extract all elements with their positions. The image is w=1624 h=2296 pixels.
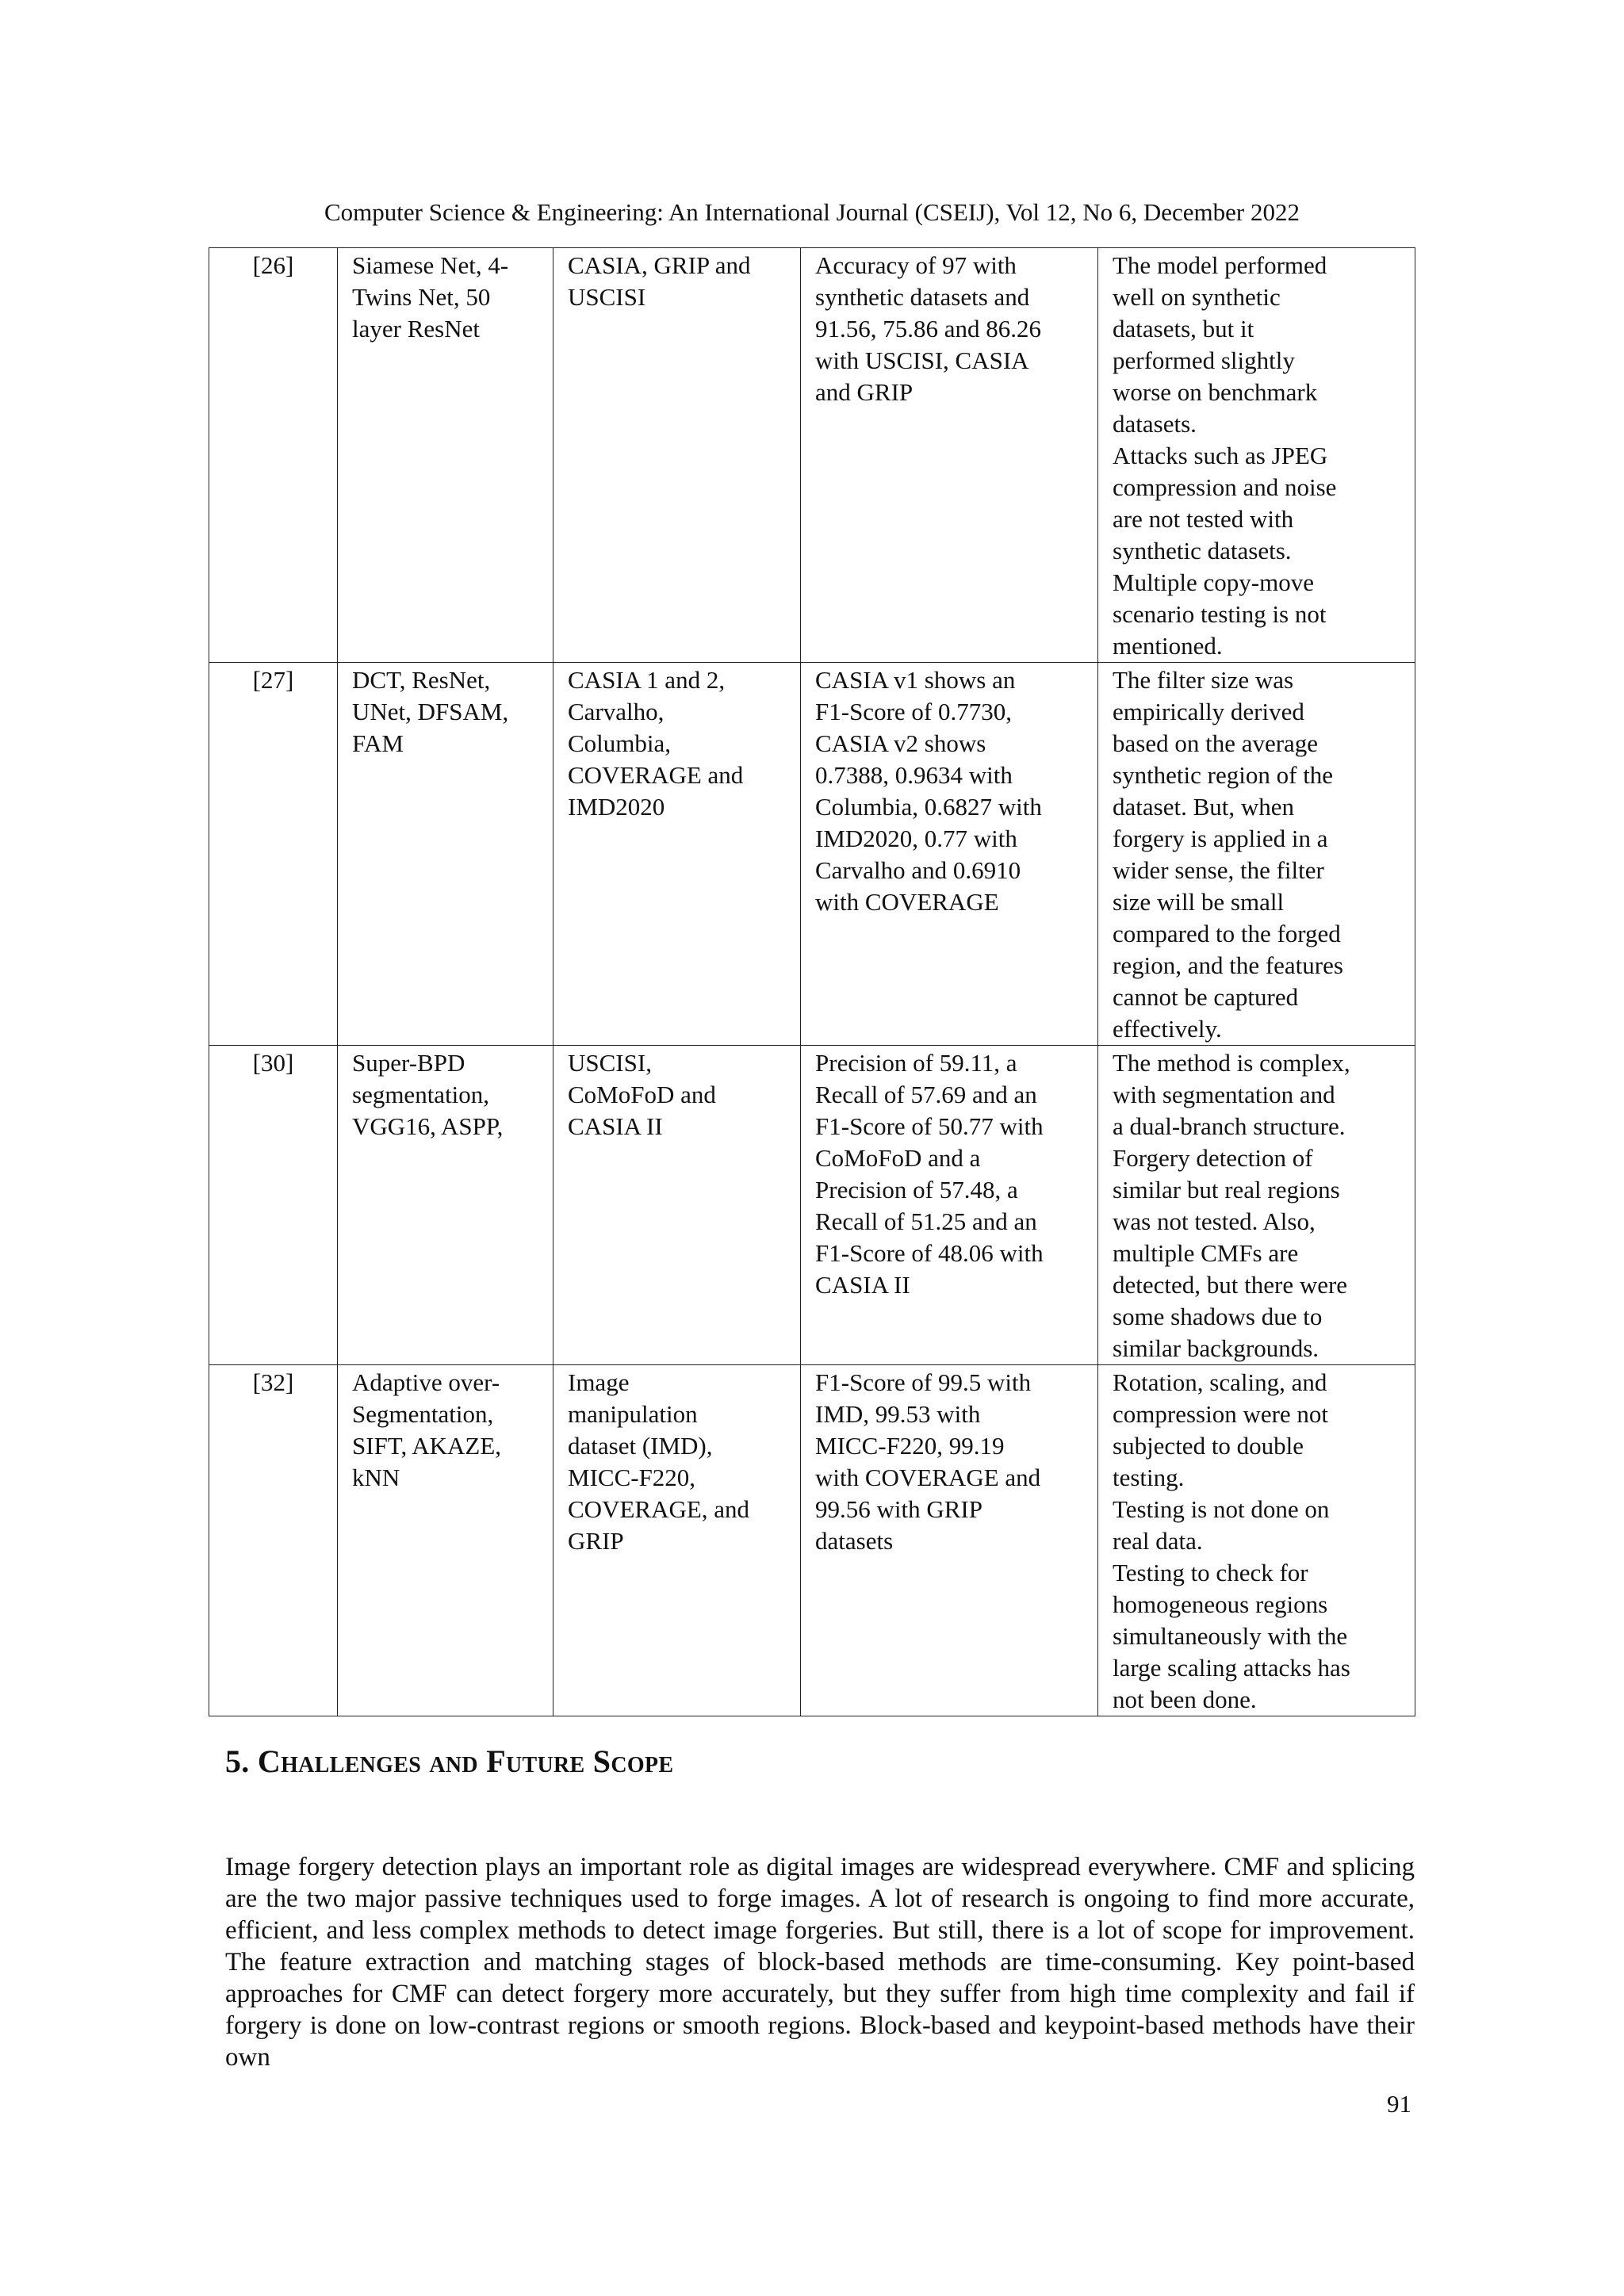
reference-cell: [30] [209,1046,338,1365]
techniques-cell: Siamese Net, 4- Twins Net, 50 layer ResNet [338,248,553,663]
table-row [209,663,1415,1046]
datasets-cell: Image manipulation dataset (IMD), MICC-F220, COVERAGE, and GRIP [553,1365,801,1716]
literature-table [209,247,1415,1716]
results-cell: F1-Score of 99.5 with IMD, 99.53 with MICC-F220, 99.19 with COVERAGE and 99.56 with GRIP datasets [801,1365,1098,1716]
techniques-cell: Super-BPD segmentation, VGG16, ASPP, [338,1046,553,1365]
table-row [209,1365,1415,1716]
datasets-cell: USCISI, CoMoFoD and CASIA II [553,1046,801,1365]
reference-cell: [26] [209,248,338,663]
results-cell: CASIA v1 shows an F1-Score of 0.7730, CASIA v2 shows 0.7388, 0.9634 with Columbia, 0.6827 with IMD2020, 0.77 with Carvalho and 0.6910 with COVERAGE [801,663,1098,1046]
table-row [209,248,1415,663]
techniques-cell: DCT, ResNet, UNet, DFSAM, FAM [338,663,553,1046]
datasets-cell: CASIA, GRIP and USCISI [553,248,801,663]
limitations-cell: Rotation, scaling, and compression were not subjected to double testing. Testing is not done on real data. Testing to check for homogeneous regions simultaneously with the large scaling attacks has not been done. [1098,1365,1415,1716]
reference-cell: [27] [209,663,338,1046]
limitations-cell: The filter size was empirically derived based on the average synthetic region of the dataset. But, when forgery is applied in a wider sense, the filter size will be small compared to the forged region, and the features cannot be captured effectively. [1098,663,1415,1046]
techniques-cell: Adaptive over- Segmentation, SIFT, AKAZE, kNN [338,1365,553,1716]
reference-cell: [32] [209,1365,338,1716]
running-header: Computer Science & Engineering: An International Journal (CSEIJ), Vol 12, No 6, December 2022 [324,198,1300,226]
limitations-cell: The method is complex, with segmentation and a dual-branch structure. Forgery detection of similar but real regions was not tested. Also, multiple CMFs are detected, but there were some shadows due to similar backgrounds. [1098,1046,1415,1365]
section-heading: 5. Challenges and Future Scope [225,1743,674,1779]
datasets-cell: CASIA 1 and 2, Carvalho, Columbia, COVERAGE and IMD2020 [553,663,801,1046]
results-cell: Accuracy of 97 with synthetic datasets and 91.56, 75.86 and 86.26 with USCISI, CASIA and GRIP [801,248,1098,663]
results-cell: Precision of 59.11, a Recall of 57.69 and an F1-Score of 50.77 with CoMoFoD and a Precision of 57.48, a Recall of 51.25 and an F1-Score of 48.06 with CASIA II [801,1046,1098,1365]
page-number: 91 [1387,2090,1411,2118]
limitations-cell: The model performed well on synthetic datasets, but it performed slightly worse on benchmark datasets. Attacks such as JPEG compression and noise are not tested with synthetic datasets. Multiple copy-move scenario testing is not mentioned. [1098,248,1415,663]
table-row [209,1046,1415,1365]
body-paragraph: Image forgery detection plays an important role as digital images are widespread everywhere. CMF and splicing are the two major passive techniques used to forge images. A lot of research is ongoing to find more accurate, efficient, and less complex methods to detect image forgeries. But still, there is a lot of scope for improvement. The feature extraction and matching stages of block-based methods are time-consuming. Key point-based approaches for CMF can detect forgery more accurately, but they suffer from high time complexity and fail if forgery is done on low-contrast regions or smooth regions. Block-based and keypoint-based methods have their own [225,1853,1415,2072]
